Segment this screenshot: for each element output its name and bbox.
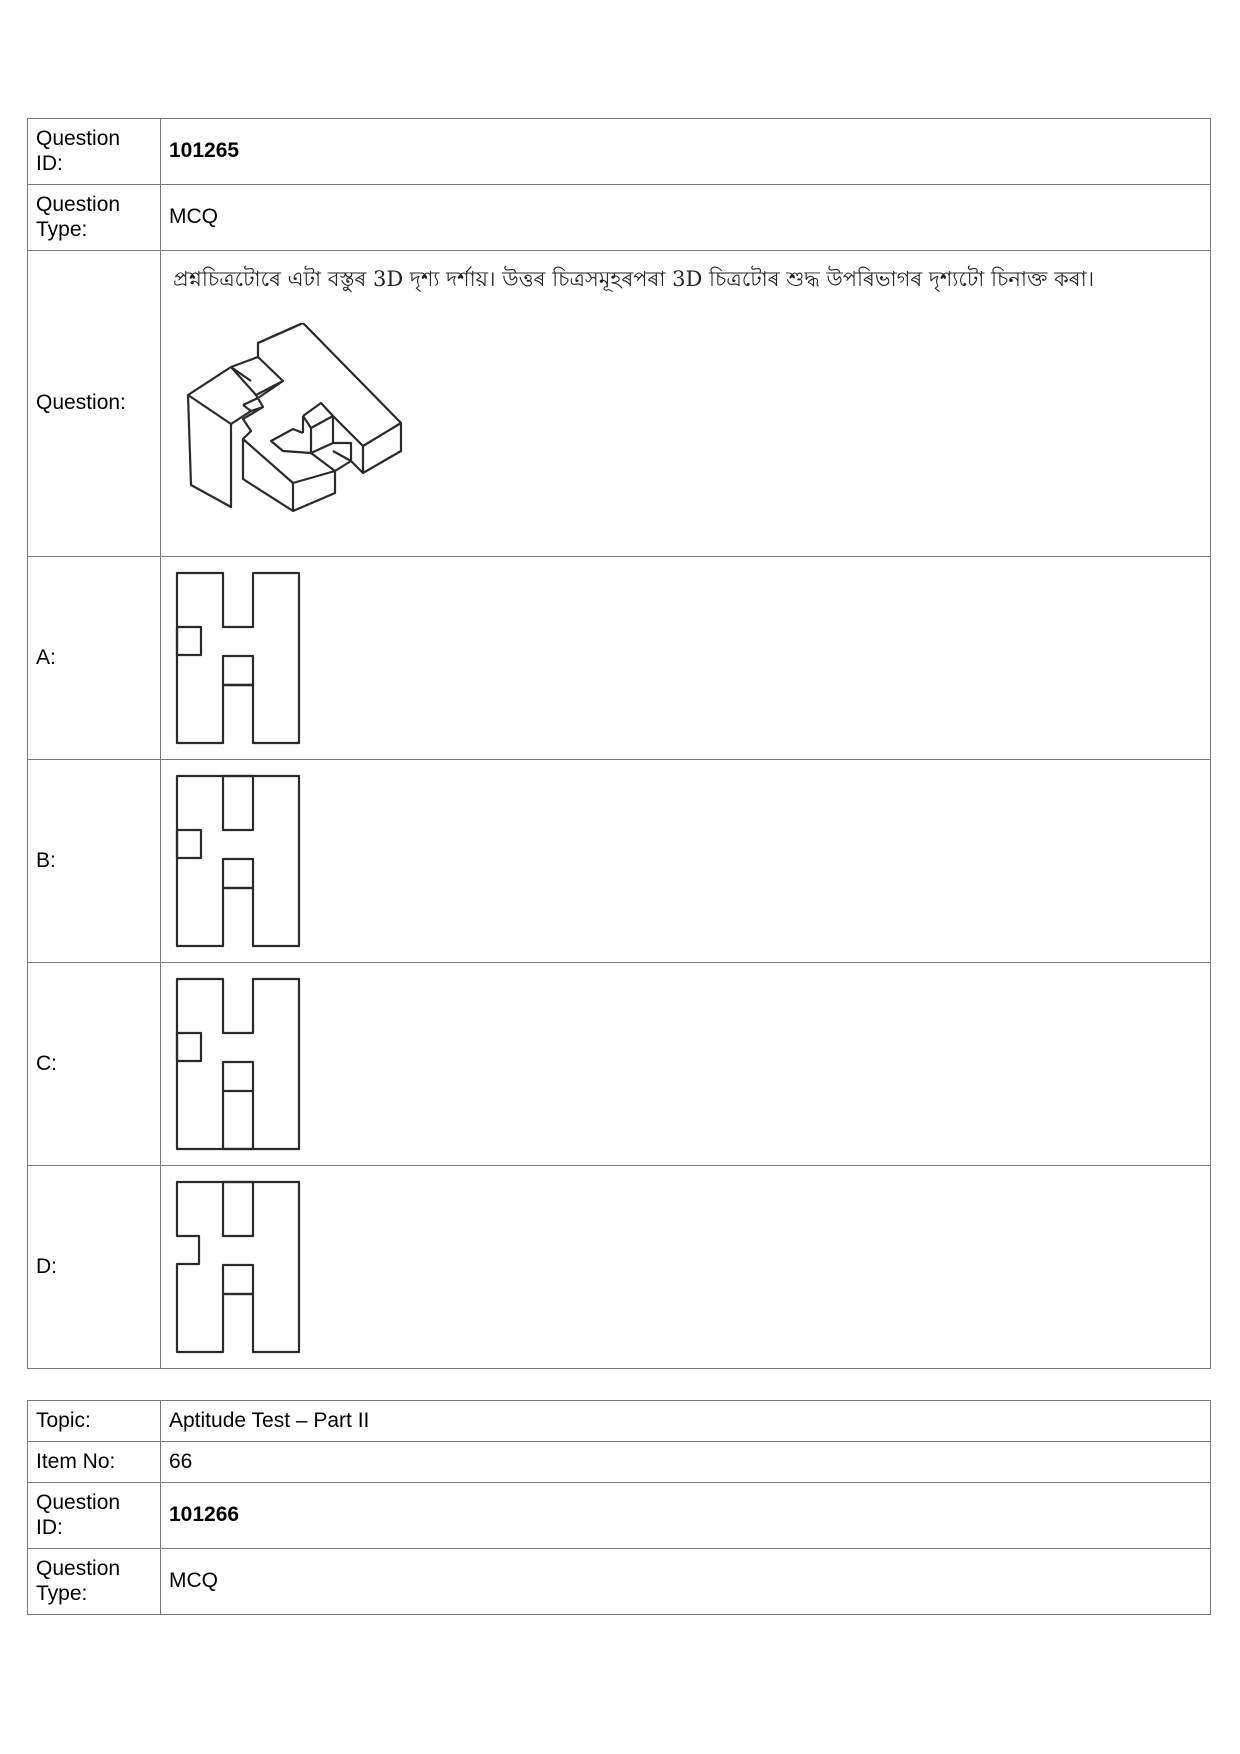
figure-edge <box>333 416 363 446</box>
figure-edge <box>333 451 351 461</box>
question-type-label-2: Question Type: <box>28 1549 161 1615</box>
topic-row <box>28 1401 1211 1442</box>
question-type-value-2: MCQ <box>161 1549 1211 1615</box>
top-view-option-d-figure <box>175 1180 305 1355</box>
figure-edge <box>303 403 333 428</box>
option-row-c <box>28 963 1211 1166</box>
option-figure-cell-b <box>161 760 1211 963</box>
topic-value: Aptitude Test – Part II <box>161 1401 1211 1442</box>
option-label-a: A: <box>28 557 161 760</box>
figure-edge <box>258 323 401 473</box>
figure-edge <box>231 405 251 424</box>
option-figure-cell-c <box>161 963 1211 1166</box>
question-type-row-2 <box>28 1549 1211 1615</box>
question-type-label: Question Type: <box>28 185 161 251</box>
item-no-value: 66 <box>161 1442 1211 1483</box>
question-label: Question: <box>28 251 161 557</box>
figure-edge <box>188 367 231 507</box>
option-row-d <box>28 1166 1211 1369</box>
option-figure-cell-d <box>161 1166 1211 1369</box>
question-id-row-2 <box>28 1483 1211 1549</box>
figure-edge <box>258 323 303 343</box>
isometric-3d-object-figure <box>183 323 433 553</box>
question-row <box>28 251 1211 557</box>
option-row-a <box>28 557 1211 760</box>
top-view-option-a-figure <box>175 571 305 746</box>
figure-edge <box>243 381 283 405</box>
question-type-row <box>28 185 1211 251</box>
option-row-b <box>28 760 1211 963</box>
item-no-row <box>28 1442 1211 1483</box>
figure-edge <box>271 429 335 471</box>
option-figure-cell-a <box>161 557 1211 760</box>
topic-label: Topic: <box>28 1401 161 1442</box>
top-view-option-c-figure <box>175 977 305 1152</box>
option-label-b: B: <box>28 760 161 963</box>
figure-edge <box>363 423 401 473</box>
question-content-cell <box>161 251 1211 557</box>
option-label-c: C: <box>28 963 161 1166</box>
question-id-value: 101265 <box>161 119 1211 185</box>
question-id-label: Question ID: <box>28 119 161 185</box>
item-no-label: Item No: <box>28 1442 161 1483</box>
question-text: প্ৰশ্নচিত্ৰটোৰে এটা বস্তুৰ 3D দৃশ্য দৰ্শায়। উত্তৰ চিত্ৰসমূহৰপৰা 3D চিত্ৰটোৰ শুদ্ধ উপৰিভাগৰ দৃশ্যটো চিনাক্ত কৰা। <box>173 267 1095 291</box>
question-table-101265 <box>27 118 1211 1369</box>
option-label-d: D: <box>28 1166 161 1369</box>
question-type-value: MCQ <box>161 185 1211 251</box>
question-table-101266 <box>27 1400 1211 1615</box>
figure-edge <box>231 357 283 395</box>
question-id-row <box>28 119 1211 185</box>
top-view-option-b-figure <box>175 774 305 949</box>
question-id-value-2: 101266 <box>161 1483 1211 1549</box>
question-id-label-2: Question ID: <box>28 1483 161 1549</box>
